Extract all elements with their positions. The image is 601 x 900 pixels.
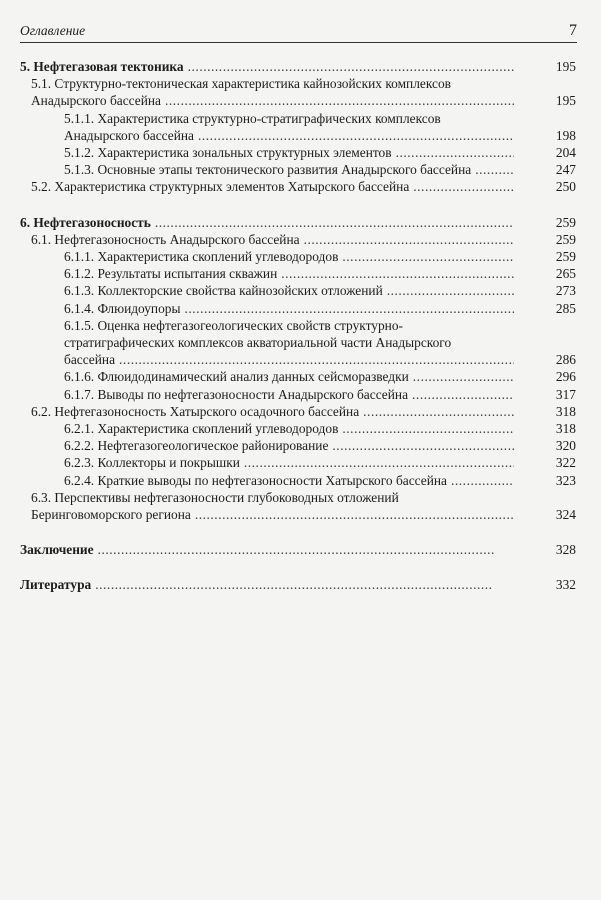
toc-entry-title-line: 6.1.7. Выводы по нефтегазоносности Анадырского бассейна [64,386,409,402]
toc-entry[interactable] [31,231,576,248]
toc-page-number: 320 [555,438,576,454]
toc-entry[interactable] [20,541,576,558]
toc-page-number: 296 [555,369,576,385]
dot-leader [198,127,514,144]
toc-page-number: 204 [555,145,576,161]
toc-entry[interactable] [31,178,576,195]
toc-entry-title-line: 6.2.2. Нефтегазогеологическое районирование [64,438,329,454]
toc-page-number: 328 [555,542,576,558]
toc-entry-title-line: 5. Нефтегазовая тектоника [20,59,184,74]
header-rule [20,42,577,43]
toc-entry[interactable] [64,386,576,403]
dot-leader [195,506,514,523]
toc-entry-title-line: стратиграфических комплексов акваториальной части Анадырского [64,335,452,351]
toc-page-number: 195 [555,59,576,74]
toc-entry[interactable] [20,58,576,75]
running-header [20,22,577,40]
toc-page-number: 323 [555,472,576,488]
toc-entry-title-line: 6.1.6. Флюидодинамический анализ данных сейсморазведки [64,369,409,385]
toc-entry-title-line: бассейна [64,352,116,368]
dot-leader [451,472,514,489]
toc-entry[interactable] [64,144,576,161]
toc-entry-title-line: 5.1. Структурно-тектоническая характеристика кайнозойских комплексов [31,76,451,92]
dot-leader [413,368,514,385]
toc-entry[interactable] [31,75,576,109]
toc-entry[interactable] [64,300,576,317]
dot-leader [413,178,514,195]
toc-entry-title-line: 6.1.3. Коллекторские свойства кайнозойских отложений [64,283,383,299]
dot-leader [304,231,514,248]
toc-entry-title-line: 6.2.1. Характеристика скоплений углеводородов [64,421,339,437]
toc-entry-title-line: 6.1.2. Результаты испытания скважин [64,266,278,282]
dot-leader [95,576,514,593]
toc-entry-title-line: Литература [20,577,92,593]
toc-page-number: 317 [555,386,576,402]
dot-leader [412,386,514,403]
toc-entry[interactable] [64,420,576,437]
toc-page-number: 318 [555,421,576,437]
toc-entry[interactable] [64,110,576,144]
toc-entry-title-line: 6.1. Нефтегазоносность Анадырского бассейна [31,231,300,247]
toc-entry[interactable] [31,403,576,420]
dot-leader [155,214,514,231]
toc-entry-title-line: 6.1.4. Флюидоупоры [64,300,181,316]
toc-entry[interactable] [64,454,576,471]
toc-entry[interactable] [64,265,576,282]
toc-entry-title-line: 6.2. Нефтегазоносность Хатырского осадочного бассейна [31,403,360,419]
dot-leader [119,351,514,368]
toc-entry-title-line: 5.1.1. Характеристика структурно-стратиграфических комплексов [64,110,441,126]
toc-page-number: 273 [555,283,576,299]
dot-leader [165,92,514,109]
toc-entry[interactable] [64,317,576,369]
toc-page-number: 259 [555,249,576,265]
toc-entry-title-line: 5.1.2. Характеристика зональных структурных элементов [64,145,392,161]
dot-leader [244,454,514,471]
toc-entry-title-line: Анадырского бассейна [64,127,194,143]
toc-entry[interactable] [64,282,576,299]
dot-leader [475,161,514,178]
toc-page-number: 195 [555,93,576,109]
dot-leader [363,403,514,420]
toc-page-number: 259 [555,231,576,247]
toc-page-number: 265 [555,266,576,282]
toc-page-number: 247 [555,162,576,178]
toc-entry[interactable] [64,368,576,385]
toc-entry-title-line: 6.3. Перспективы нефтегазоносности глубоководных отложений [31,489,399,505]
toc-entry[interactable] [64,248,576,265]
toc-entry-title-line: 6.1.5. Оценка нефтегазогеологических свойств структурно- [64,317,403,333]
toc-entry-title-line: Анадырского бассейна [31,93,161,109]
section-gap [0,558,601,576]
toc-page-number: 318 [555,403,576,419]
page-number: 7 [569,22,577,39]
running-header-title: Оглавление [20,23,86,38]
dot-leader [332,437,514,454]
dot-leader [188,58,514,75]
dot-leader [387,282,514,299]
toc-page-number: 259 [555,214,576,230]
section-gap [0,523,601,541]
dot-leader [396,144,514,161]
toc-page-number: 250 [555,179,576,195]
toc-entry-title-line: 6.1.1. Характеристика скоплений углеводородов [64,249,339,265]
toc-page-number: 285 [555,300,576,316]
toc-entry-title-line: 6. Нефтегазоносность [20,214,151,230]
dot-leader [185,300,515,317]
toc-page-number: 198 [555,127,576,143]
toc-page-number: 286 [555,352,576,368]
dot-leader [98,541,514,558]
toc-page-number: 322 [555,455,576,471]
toc-entry[interactable] [20,576,576,593]
table-of-contents [0,58,601,594]
toc-entry-title-line: 6.2.4. Краткие выводы по нефтегазоносности Хатырского бассейна [64,472,447,488]
toc-entry-title-line: 5.2. Характеристика структурных элементов Хатырского бассейна [31,179,410,195]
toc-entry[interactable] [64,437,576,454]
toc-page-number: 324 [555,507,576,523]
toc-entry[interactable] [31,489,576,523]
dot-leader [342,248,514,265]
toc-entry-title-line: Заключение [20,542,94,558]
toc-entry[interactable] [64,161,576,178]
toc-entry[interactable] [64,472,576,489]
dot-leader [342,420,514,437]
toc-entry-title-line: 6.2.3. Коллекторы и покрышки [64,455,240,471]
toc-entry[interactable] [20,214,576,231]
dot-leader [281,265,514,282]
toc-page-number: 332 [555,577,576,593]
toc-entry-title-line: 5.1.3. Основные этапы тектонического развития Анадырского бассейна [64,162,472,178]
section-gap [0,196,601,214]
toc-entry-title-line: Беринговоморского региона [31,507,191,523]
